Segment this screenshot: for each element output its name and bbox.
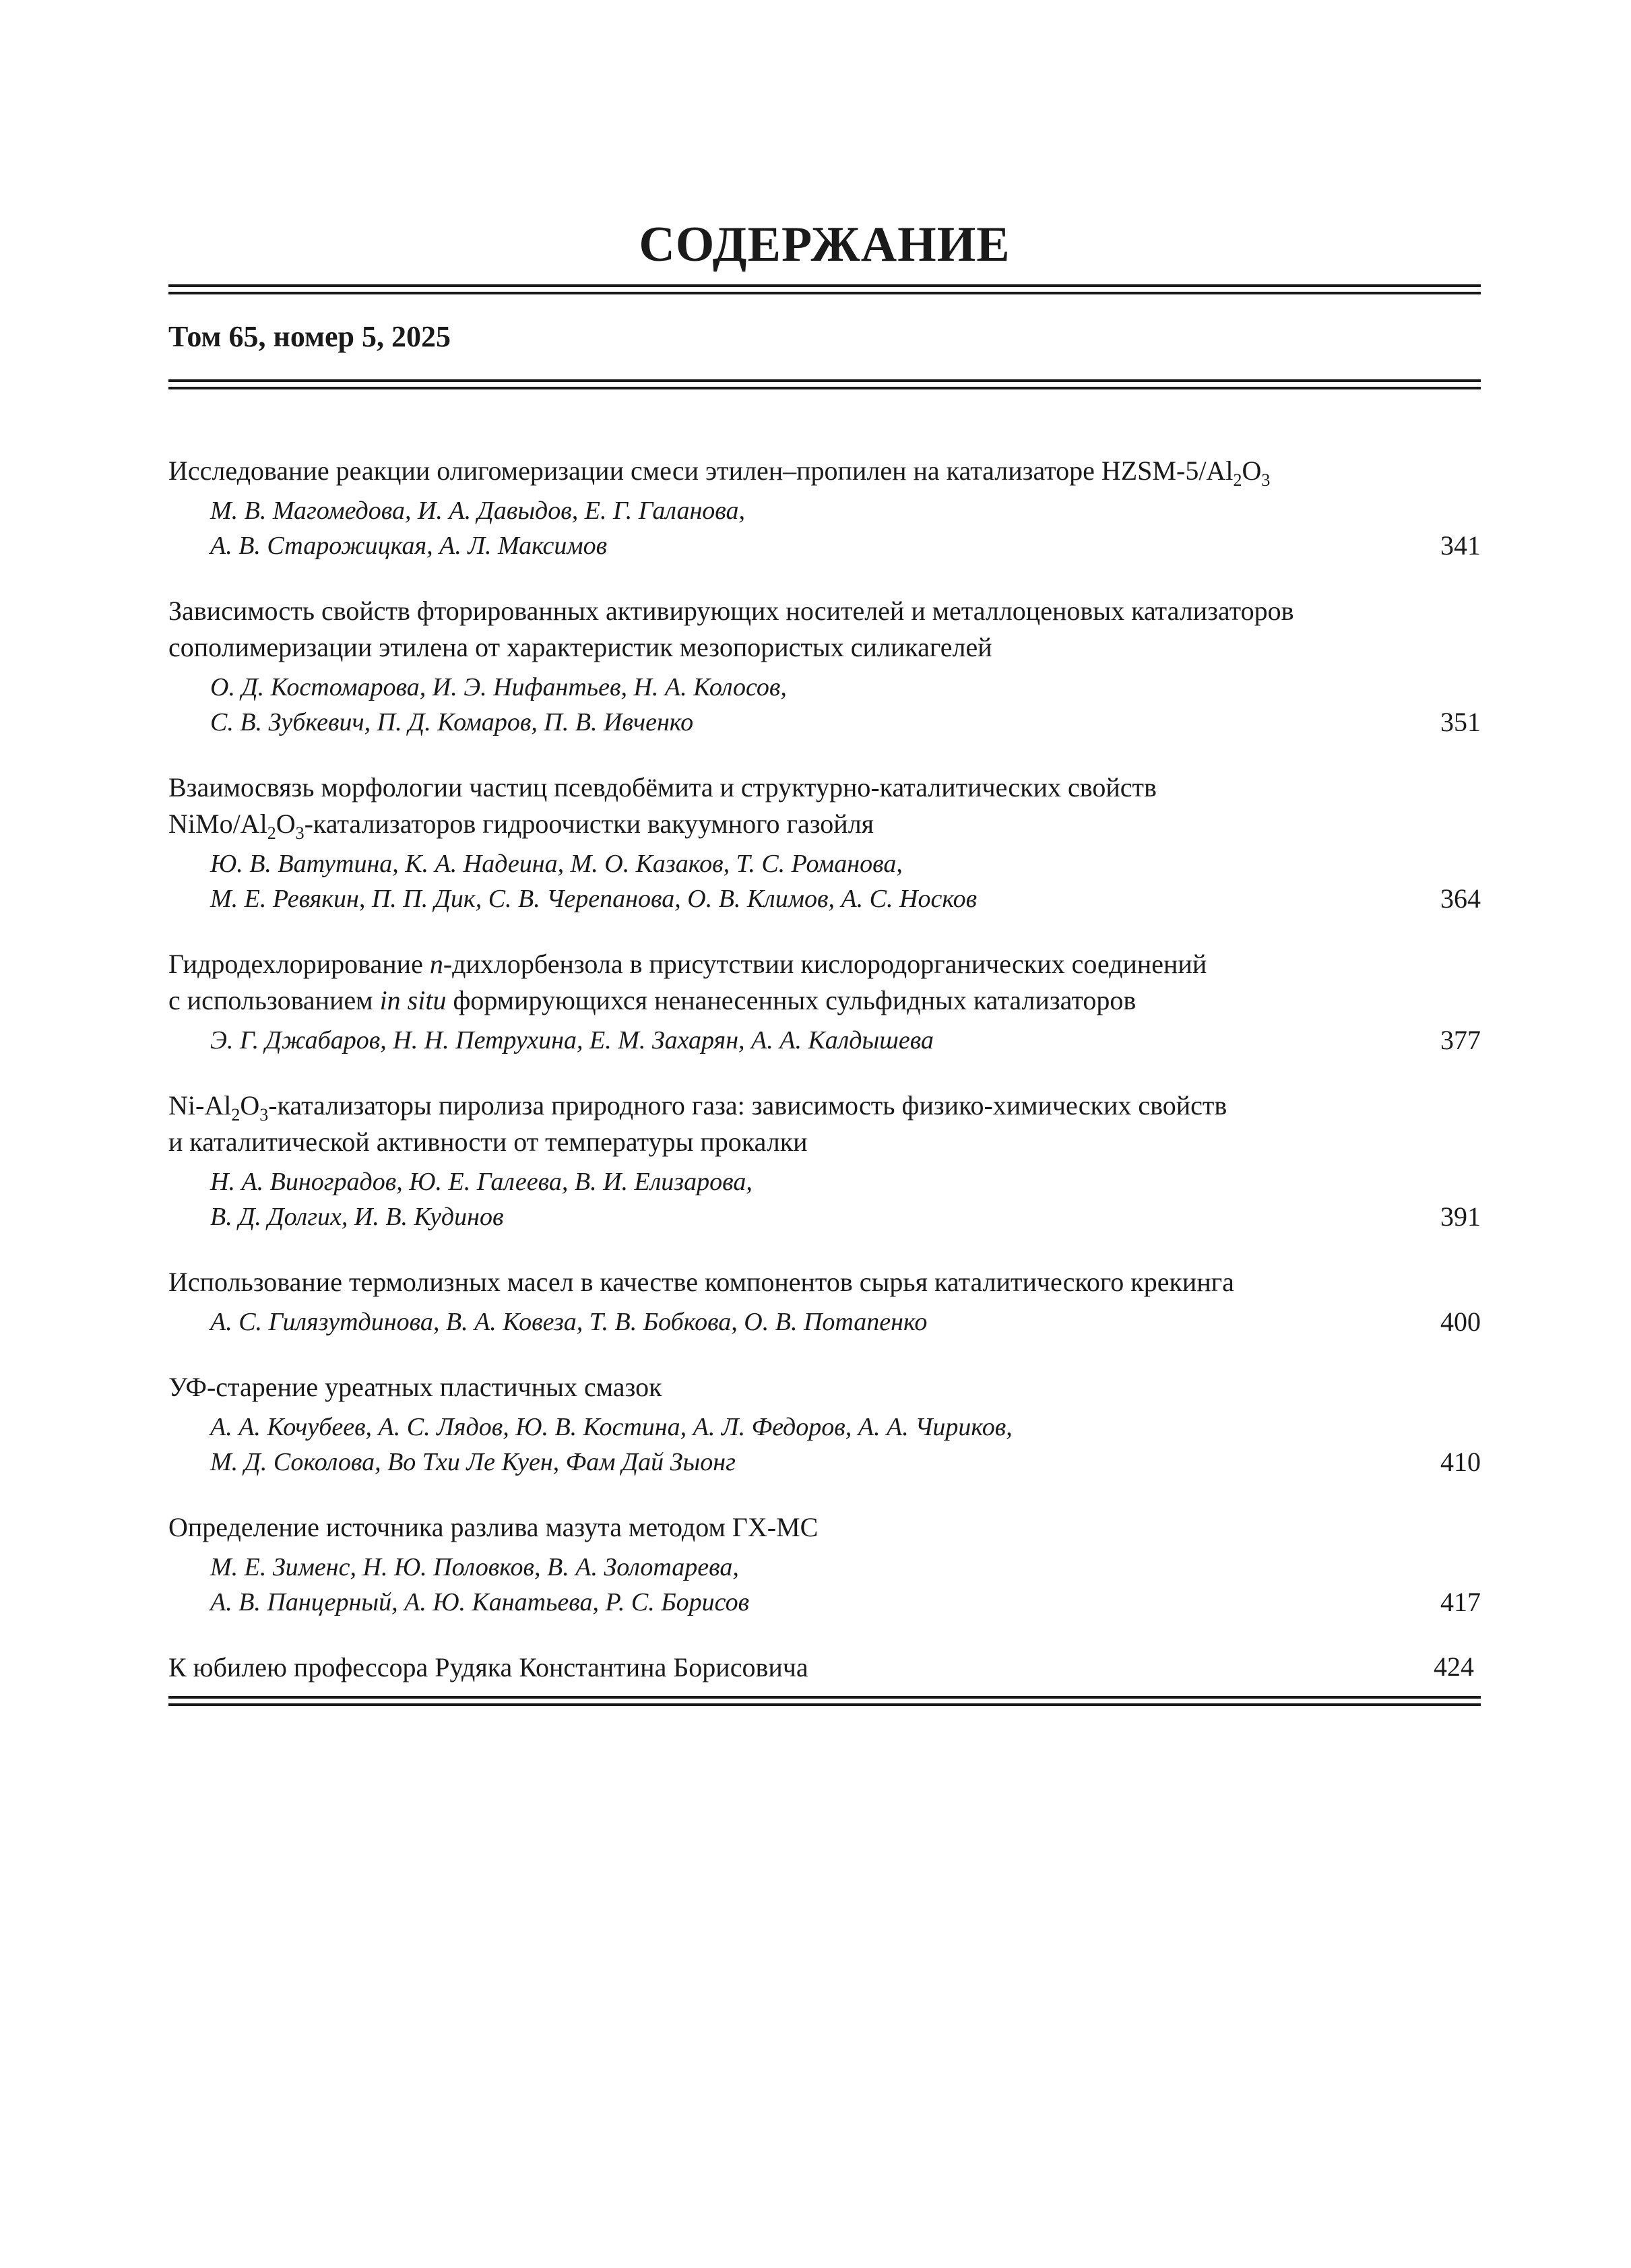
toc-page [168, 0, 1481, 2268]
article-authors: Ю. В. Ватутина, К. А. Надеина, М. О. Казаков, Т. С. Романова, М. Е. Ревякин, П. П. Дик, С. В. Черепанова, О. В. Климов, А. С. Носков [210, 850, 978, 913]
article-authors: А. А. Кочубеев, А. С. Лядов, Ю. В. Костина, А. Л. Федоров, А. А. Чириков, М. Д. Соколова, Во Тхи Ле Куен, Фам Дай Зыонг [210, 1413, 1013, 1476]
page-number: 341 [1440, 530, 1481, 561]
article-title: Исследование реакции олигомеризации смеси этилен–пропилен на катализаторе HZSM-$5/Al_2O_3$ [168, 455, 1271, 490]
page-number: 377 [1440, 1025, 1481, 1055]
toc-entry-1[interactable] [168, 453, 1481, 563]
double-rule-middle [168, 379, 1481, 389]
article-title: Использование термолизных масел в качестве компонентов сырья каталитического крекинга [168, 1267, 1234, 1297]
page-number: 410 [1440, 1447, 1481, 1477]
page-number: 424 [1434, 1651, 1474, 1682]
page-number: 364 [1440, 883, 1481, 914]
article-title: Определение источника разлива мазута методом ГХ-МС [168, 1512, 819, 1542]
article-title: $Ni-Al_2O_3$-катализаторы пиролиза природного газа: зависимость физико-химических свойств и каталитической активности от температуры прокалки [168, 1090, 1227, 1157]
article-authors: О. Д. Костомарова, И. Э. Нифантьев, Н. А. Колосов, С. В. Зубкевич, П. Д. Комаров, П. В. Ивченко [210, 673, 787, 736]
page-title: СОДЕРЖАНИЕ [639, 217, 1011, 272]
page-number: 391 [1440, 1201, 1481, 1232]
table-of-contents [168, 453, 1481, 1715]
toc-entry-7[interactable] [168, 1369, 1481, 1480]
article-title: Гидродехлорирование п-дихлорбензола в присутствии кислородорганических соединений с использованием in situ формирующихся ненанесенных сульфидных катализаторов [168, 949, 1207, 1015]
toc-entry-3[interactable] [168, 769, 1481, 916]
issue-info: Том 65, номер 5, 2025 [168, 320, 451, 353]
article-authors: Э. Г. Джабаров, Н. Н. Петрухина, Е. М. Захарян, А. А. Калдышева [210, 1026, 934, 1054]
toc-entry-2[interactable] [168, 593, 1481, 740]
page-number: 351 [1440, 707, 1481, 737]
article-authors: А. С. Гилязутдинова, В. А. Ковеза, Т. В. Бобкова, О. В. Потапенко [210, 1308, 928, 1336]
article-authors: М. В. Магомедова, И. А. Давыдов, Е. Г. Галанова, А. В. Старожицкая, А. Л. Максимов [210, 497, 746, 560]
page-number: 417 [1440, 1587, 1481, 1617]
double-rule-top [168, 284, 1481, 294]
toc-entry-8[interactable] [168, 1509, 1481, 1620]
double-rule-bottom [168, 1696, 1481, 1706]
article-title: УФ-старение уреатных пластичных смазок [168, 1372, 662, 1402]
article-title: Взаимосвязь морфологии частиц псевдобёмита и структурно-каталитических свойств NiMo/$Al_2O_3$-катализаторов гидроочистки вакуумного газойля [168, 772, 1157, 843]
page-number: 400 [1440, 1306, 1481, 1337]
toc-entry-9[interactable] [168, 1649, 1481, 1686]
article-title: Зависимость свойств фторированных активирующих носителей и металлоценовых катализаторов сополимеризации этилена от характеристик мезопористых силикагелей [168, 596, 1294, 662]
toc-entry-4[interactable] [168, 946, 1481, 1058]
article-title: К юбилею профессора Рудяка Константина Борисовича [168, 1652, 808, 1682]
article-authors: Н. А. Виноградов, Ю. Е. Галеева, В. И. Елизарова, В. Д. Долгих, И. В. Кудинов [210, 1168, 753, 1231]
toc-entry-5[interactable] [168, 1088, 1481, 1234]
toc-entry-6[interactable] [168, 1264, 1481, 1340]
article-authors: М. Е. Зименс, Н. Ю. Половков, В. А. Золотарева, А. В. Панцерный, А. Ю. Канатьева, Р. С. Борисов [210, 1553, 750, 1616]
